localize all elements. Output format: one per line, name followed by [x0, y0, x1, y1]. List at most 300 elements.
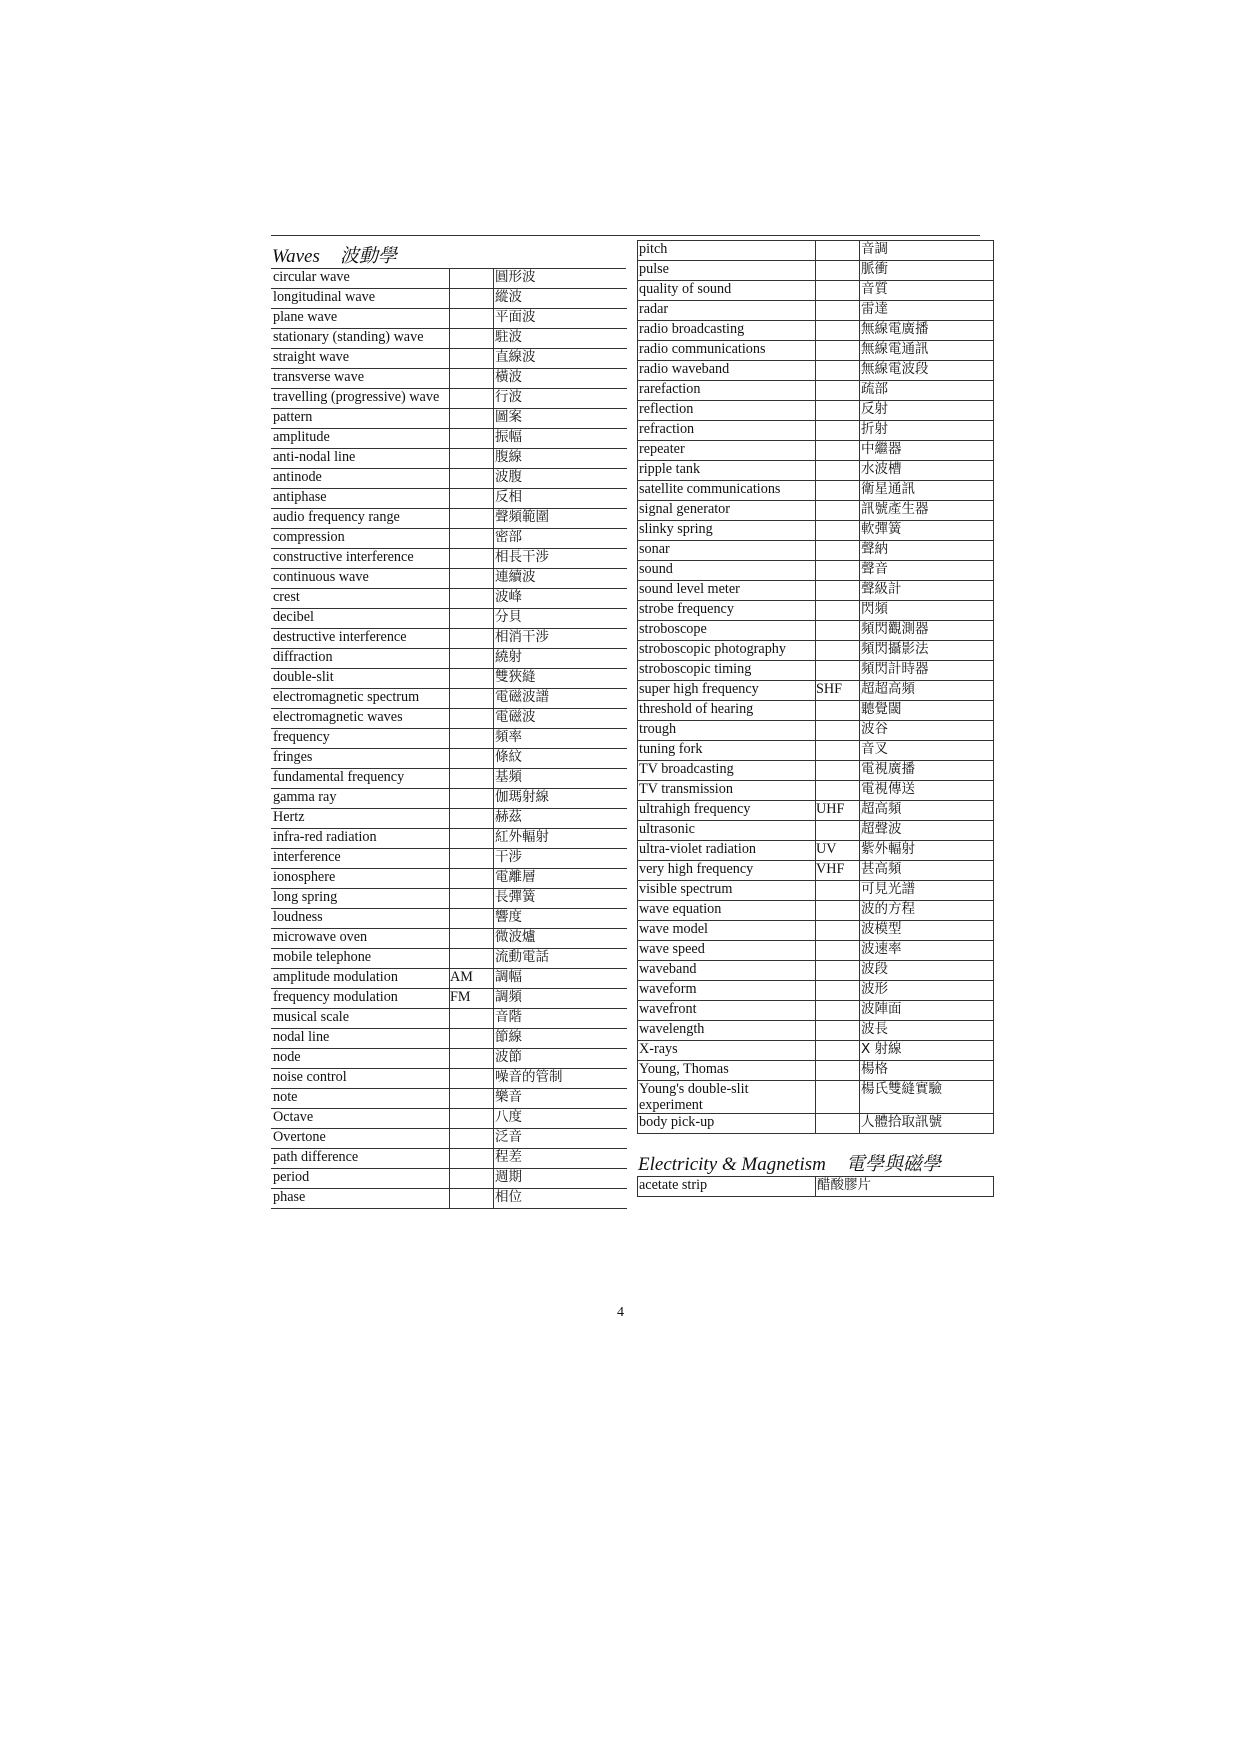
table-row — [272, 849, 627, 869]
table-row — [272, 969, 627, 989]
term-cell: gamma ray — [272, 789, 450, 809]
abbr-cell — [816, 241, 860, 261]
term-cell: visible spectrum — [638, 881, 816, 901]
chinese-term-cell: 電磁波 — [494, 709, 627, 729]
abbr-cell — [450, 829, 494, 849]
table-row — [272, 729, 627, 749]
chinese-term-cell: 泛音 — [494, 1129, 627, 1149]
term-cell: amplitude — [272, 429, 450, 449]
table-row — [638, 1061, 994, 1081]
chinese-term-cell: 樂音 — [494, 1089, 627, 1109]
table-row — [638, 901, 994, 921]
term-cell: mobile telephone — [272, 949, 450, 969]
table-row — [272, 949, 627, 969]
abbr-cell — [816, 381, 860, 401]
chinese-term-cell: 楊格 — [860, 1061, 994, 1081]
abbr-cell — [450, 429, 494, 449]
chinese-term-cell: 波長 — [860, 1021, 994, 1041]
table-row — [272, 549, 627, 569]
table-row — [638, 401, 994, 421]
table-row — [272, 1009, 627, 1029]
abbr-cell — [450, 489, 494, 509]
abbr-cell — [450, 449, 494, 469]
table-row — [638, 741, 994, 761]
abbr-cell — [450, 409, 494, 429]
table-row — [638, 361, 994, 381]
abbr-cell — [816, 561, 860, 581]
term-cell: ionosphere — [272, 869, 450, 889]
chinese-term-cell: 水波槽 — [860, 461, 994, 481]
chinese-term-cell: 平面波 — [494, 309, 627, 329]
section-title: Waves — [272, 246, 320, 267]
abbr-cell — [816, 1081, 860, 1114]
chinese-term-cell: 衛星通訊 — [860, 481, 994, 501]
abbr-cell — [816, 1021, 860, 1041]
abbr-cell — [816, 921, 860, 941]
abbr-cell — [816, 541, 860, 561]
chinese-term-cell: 頻閃觀測器 — [860, 621, 994, 641]
term-cell: repeater — [638, 441, 816, 461]
term-cell: stroboscopic photography — [638, 641, 816, 661]
chinese-term-cell: 波節 — [494, 1049, 627, 1069]
term-cell: sound level meter — [638, 581, 816, 601]
table-row — [638, 541, 994, 561]
abbr-cell — [450, 949, 494, 969]
chinese-term-cell: 紅外輻射 — [494, 829, 627, 849]
table-row — [638, 661, 994, 681]
chinese-term-cell: 閃頻 — [860, 601, 994, 621]
table-row — [638, 761, 994, 781]
term-cell: wave equation — [638, 901, 816, 921]
term-cell: node — [272, 1049, 450, 1069]
term-cell: crest — [272, 589, 450, 609]
term-cell: electromagnetic waves — [272, 709, 450, 729]
abbr-cell — [816, 461, 860, 481]
chinese-term-cell: 相位 — [494, 1189, 627, 1209]
table-row — [272, 689, 627, 709]
table-row — [272, 889, 627, 909]
table-row — [638, 421, 994, 441]
table-row — [272, 1029, 627, 1049]
table-row — [638, 781, 994, 801]
abbr-cell — [450, 289, 494, 309]
chinese-term-cell: 紫外輻射 — [860, 841, 994, 861]
chinese-term-cell: 電磁波譜 — [494, 689, 627, 709]
chinese-term-cell: 波腹 — [494, 469, 627, 489]
abbr-cell — [450, 569, 494, 589]
abbr-cell: VHF — [816, 861, 860, 881]
table-row — [638, 841, 994, 861]
abbr-cell — [816, 1001, 860, 1021]
chinese-term-cell: 連續波 — [494, 569, 627, 589]
term-cell: Hertz — [272, 809, 450, 829]
term-cell: phase — [272, 1189, 450, 1209]
chinese-term-cell: 反相 — [494, 489, 627, 509]
abbr-cell — [450, 1169, 494, 1189]
table-row — [272, 569, 627, 589]
chinese-term-cell: 反射 — [860, 401, 994, 421]
chinese-term-cell: 節線 — [494, 1029, 627, 1049]
abbr-cell — [816, 521, 860, 541]
abbr-cell — [450, 1089, 494, 1109]
table-row — [638, 521, 994, 541]
chinese-term-cell: 伽瑪射線 — [494, 789, 627, 809]
glossary-table-left — [271, 268, 627, 1209]
abbr-cell — [816, 361, 860, 381]
term-cell: ultrahigh frequency — [638, 801, 816, 821]
term-cell: Young's double-slit experiment — [638, 1081, 816, 1114]
left-column — [271, 240, 626, 1209]
chinese-term-cell: 電視廣播 — [860, 761, 994, 781]
table-row — [272, 449, 627, 469]
abbr-cell — [816, 781, 860, 801]
abbr-cell: UV — [816, 841, 860, 861]
section-heading-waves — [271, 240, 626, 268]
chinese-term-cell: 中繼器 — [860, 441, 994, 461]
page-number: 4 — [617, 1305, 624, 1320]
term-cell: travelling (progressive) wave — [272, 389, 450, 409]
abbr-cell — [816, 881, 860, 901]
table-row — [638, 1001, 994, 1021]
chinese-term-cell: 基頻 — [494, 769, 627, 789]
chinese-term-cell: 波峰 — [494, 589, 627, 609]
table-row — [272, 1049, 627, 1069]
abbr-cell — [816, 721, 860, 741]
table-row — [638, 1081, 994, 1114]
term-cell: satellite communications — [638, 481, 816, 501]
abbr-cell — [816, 341, 860, 361]
chinese-term-cell: 行波 — [494, 389, 627, 409]
chinese-term-cell: 赫茲 — [494, 809, 627, 829]
term-cell: electromagnetic spectrum — [272, 689, 450, 709]
abbr-cell — [450, 689, 494, 709]
table-row — [638, 601, 994, 621]
term-cell: long spring — [272, 889, 450, 909]
abbr-cell — [816, 501, 860, 521]
term-cell: super high frequency — [638, 681, 816, 701]
term-cell: very high frequency — [638, 861, 816, 881]
abbr-cell — [450, 649, 494, 669]
table-row — [272, 769, 627, 789]
table-row — [638, 881, 994, 901]
term-cell: diffraction — [272, 649, 450, 669]
chinese-term-cell: 橫波 — [494, 369, 627, 389]
term-cell: radio waveband — [638, 361, 816, 381]
term-cell: infra-red radiation — [272, 829, 450, 849]
abbr-cell — [450, 369, 494, 389]
table-row — [272, 649, 627, 669]
term-cell: fringes — [272, 749, 450, 769]
abbr-cell — [450, 1069, 494, 1089]
chinese-term-cell: 響度 — [494, 909, 627, 929]
abbr-cell — [450, 269, 494, 289]
table-row — [272, 669, 627, 689]
abbr-cell — [816, 1041, 860, 1061]
table-row — [272, 1149, 627, 1169]
term-cell: Octave — [272, 1109, 450, 1129]
chinese-term-cell: 疏部 — [860, 381, 994, 401]
chinese-term-cell: 可見光譜 — [860, 881, 994, 901]
abbr-cell — [816, 1061, 860, 1081]
table-row — [638, 721, 994, 741]
abbr-cell — [450, 609, 494, 629]
chinese-term-cell: 波谷 — [860, 721, 994, 741]
term-cell: body pick-up — [638, 1114, 816, 1134]
table-row — [272, 509, 627, 529]
term-cell: double-slit — [272, 669, 450, 689]
table-row — [638, 1177, 994, 1197]
term-cell: frequency — [272, 729, 450, 749]
table-row — [638, 241, 994, 261]
abbr-cell — [450, 889, 494, 909]
abbr-cell — [450, 1049, 494, 1069]
chinese-term-cell: 頻率 — [494, 729, 627, 749]
abbr-cell — [816, 1114, 860, 1134]
table-row — [272, 289, 627, 309]
chinese-term-cell: 電離層 — [494, 869, 627, 889]
chinese-term-cell: 振幅 — [494, 429, 627, 449]
term-cell: threshold of hearing — [638, 701, 816, 721]
chinese-term-cell: 相消干涉 — [494, 629, 627, 649]
table-row — [638, 681, 994, 701]
abbr-cell: UHF — [816, 801, 860, 821]
table-row — [638, 441, 994, 461]
term-cell: anti-nodal line — [272, 449, 450, 469]
term-cell: ultra-violet radiation — [638, 841, 816, 861]
chinese-term-cell: 軟彈簧 — [860, 521, 994, 541]
chinese-term-cell: 繞射 — [494, 649, 627, 669]
chinese-term-cell: 流動電話 — [494, 949, 627, 969]
term-cell: plane wave — [272, 309, 450, 329]
abbr-cell — [816, 821, 860, 841]
term-cell: path difference — [272, 1149, 450, 1169]
section-heading-electricity-magnetism — [637, 1148, 993, 1176]
term-cell: audio frequency range — [272, 509, 450, 529]
chinese-term-cell: 密部 — [494, 529, 627, 549]
table-row — [272, 329, 627, 349]
chinese-term-cell: 音質 — [860, 281, 994, 301]
chinese-term-cell: 微波爐 — [494, 929, 627, 949]
term-cell: constructive interference — [272, 549, 450, 569]
term-cell: pulse — [638, 261, 816, 281]
term-cell: signal generator — [638, 501, 816, 521]
chinese-term-cell: 聽覺閾 — [860, 701, 994, 721]
chinese-term-cell: 圓形波 — [494, 269, 627, 289]
chinese-term-cell: 無線電波段 — [860, 361, 994, 381]
term-cell: straight wave — [272, 349, 450, 369]
term-cell: compression — [272, 529, 450, 549]
abbr-cell — [450, 769, 494, 789]
abbr-cell — [450, 1109, 494, 1129]
abbr-cell — [450, 389, 494, 409]
chinese-term-cell: 無線電廣播 — [860, 321, 994, 341]
chinese-term-cell: 脈衝 — [860, 261, 994, 281]
table-row — [272, 469, 627, 489]
table-row — [272, 789, 627, 809]
abbr-cell — [816, 481, 860, 501]
abbr-cell — [450, 469, 494, 489]
abbr-cell — [450, 329, 494, 349]
table-row — [272, 1109, 627, 1129]
chinese-term-cell: 頻閃攝影法 — [860, 641, 994, 661]
chinese-term-cell: 聲音 — [860, 561, 994, 581]
abbr-cell — [816, 601, 860, 621]
term-cell: loudness — [272, 909, 450, 929]
term-cell: sound — [638, 561, 816, 581]
table-row — [638, 921, 994, 941]
term-cell: antinode — [272, 469, 450, 489]
table-row — [638, 861, 994, 881]
table-row — [638, 281, 994, 301]
abbr-cell — [450, 909, 494, 929]
table-row — [272, 1189, 627, 1209]
abbr-cell — [450, 629, 494, 649]
chinese-term-cell: 週期 — [494, 1169, 627, 1189]
term-cell: quality of sound — [638, 281, 816, 301]
table-row — [272, 349, 627, 369]
term-cell: microwave oven — [272, 929, 450, 949]
abbr-cell — [816, 961, 860, 981]
table-row — [272, 489, 627, 509]
term-cell: radar — [638, 301, 816, 321]
chinese-term-cell: 聲級計 — [860, 581, 994, 601]
chinese-term-cell: 直線波 — [494, 349, 627, 369]
term-cell: pattern — [272, 409, 450, 429]
chinese-term-cell: 折射 — [860, 421, 994, 441]
chinese-term-cell: 訊號產生器 — [860, 501, 994, 521]
table-row — [272, 929, 627, 949]
abbr-cell — [450, 349, 494, 369]
chinese-term-cell: 音叉 — [860, 741, 994, 761]
chinese-term-cell: 調幅 — [494, 969, 627, 989]
term-cell: circular wave — [272, 269, 450, 289]
table-row — [638, 1021, 994, 1041]
table-row — [638, 821, 994, 841]
chinese-term-cell: 聲頻範圍 — [494, 509, 627, 529]
table-row — [272, 989, 627, 1009]
abbr-cell — [816, 421, 860, 441]
table-row — [272, 609, 627, 629]
chinese-term-cell: 條紋 — [494, 749, 627, 769]
chinese-term-cell: 相長干涉 — [494, 549, 627, 569]
abbr-cell — [816, 401, 860, 421]
abbr-cell — [450, 729, 494, 749]
table-row — [638, 581, 994, 601]
table-row — [272, 269, 627, 289]
abbr-cell — [450, 749, 494, 769]
abbr-cell — [816, 301, 860, 321]
chinese-term-cell: 波陣面 — [860, 1001, 994, 1021]
chinese-term-cell: 醋酸膠片 — [816, 1177, 994, 1197]
table-row — [638, 621, 994, 641]
abbr-cell — [816, 281, 860, 301]
table-row — [272, 909, 627, 929]
term-cell: note — [272, 1089, 450, 1109]
section-title-zh: 電學與磁學 — [845, 1154, 941, 1175]
term-cell: fundamental frequency — [272, 769, 450, 789]
chinese-term-cell: 電視傳送 — [860, 781, 994, 801]
term-cell: radio communications — [638, 341, 816, 361]
chinese-term-cell: 八度 — [494, 1109, 627, 1129]
abbr-cell: FM — [450, 989, 494, 1009]
term-cell: X-rays — [638, 1041, 816, 1061]
chinese-term-cell: 腹線 — [494, 449, 627, 469]
glossary-table-em — [637, 1176, 994, 1197]
chinese-term-cell: 波的方程 — [860, 901, 994, 921]
abbr-cell: AM — [450, 969, 494, 989]
table-row — [272, 429, 627, 449]
chinese-term-cell: 程差 — [494, 1149, 627, 1169]
table-row — [272, 409, 627, 429]
chinese-term-cell: 無線電通訊 — [860, 341, 994, 361]
term-cell: interference — [272, 849, 450, 869]
term-cell: rarefaction — [638, 381, 816, 401]
chinese-term-cell: 波速率 — [860, 941, 994, 961]
term-cell: Young, Thomas — [638, 1061, 816, 1081]
top-rule — [271, 235, 980, 236]
term-cell: TV transmission — [638, 781, 816, 801]
abbr-cell — [450, 1189, 494, 1209]
table-row — [638, 961, 994, 981]
table-row — [272, 629, 627, 649]
abbr-cell — [816, 661, 860, 681]
chinese-term-cell: 聲納 — [860, 541, 994, 561]
table-row — [638, 701, 994, 721]
term-cell: stroboscopic timing — [638, 661, 816, 681]
term-cell: stationary (standing) wave — [272, 329, 450, 349]
term-cell: longitudinal wave — [272, 289, 450, 309]
term-cell: continuous wave — [272, 569, 450, 589]
abbr-cell — [450, 669, 494, 689]
abbr-cell — [450, 929, 494, 949]
table-row — [272, 369, 627, 389]
table-row — [272, 389, 627, 409]
term-cell: TV broadcasting — [638, 761, 816, 781]
abbr-cell — [450, 309, 494, 329]
chinese-term-cell: 調頻 — [494, 989, 627, 1009]
term-cell: Overtone — [272, 1129, 450, 1149]
abbr-cell — [816, 941, 860, 961]
table-row — [638, 261, 994, 281]
abbr-cell — [816, 261, 860, 281]
abbr-cell — [450, 1029, 494, 1049]
term-cell: wavelength — [638, 1021, 816, 1041]
table-row — [638, 321, 994, 341]
chinese-term-cell: 圖案 — [494, 409, 627, 429]
abbr-cell — [450, 1009, 494, 1029]
term-cell: radio broadcasting — [638, 321, 816, 341]
abbr-cell — [816, 701, 860, 721]
term-cell: decibel — [272, 609, 450, 629]
term-cell: wave model — [638, 921, 816, 941]
chinese-term-cell: 人體拾取訊號 — [860, 1114, 994, 1134]
table-row — [272, 869, 627, 889]
term-cell: musical scale — [272, 1009, 450, 1029]
table-row — [638, 1041, 994, 1061]
abbr-cell — [816, 641, 860, 661]
table-row — [638, 941, 994, 961]
table-row — [638, 461, 994, 481]
abbr-cell — [816, 441, 860, 461]
term-cell: transverse wave — [272, 369, 450, 389]
table-row — [272, 309, 627, 329]
chinese-term-cell: 干涉 — [494, 849, 627, 869]
abbr-cell — [450, 1129, 494, 1149]
abbr-cell — [450, 809, 494, 829]
table-row — [272, 749, 627, 769]
table-row — [638, 641, 994, 661]
table-row — [272, 709, 627, 729]
